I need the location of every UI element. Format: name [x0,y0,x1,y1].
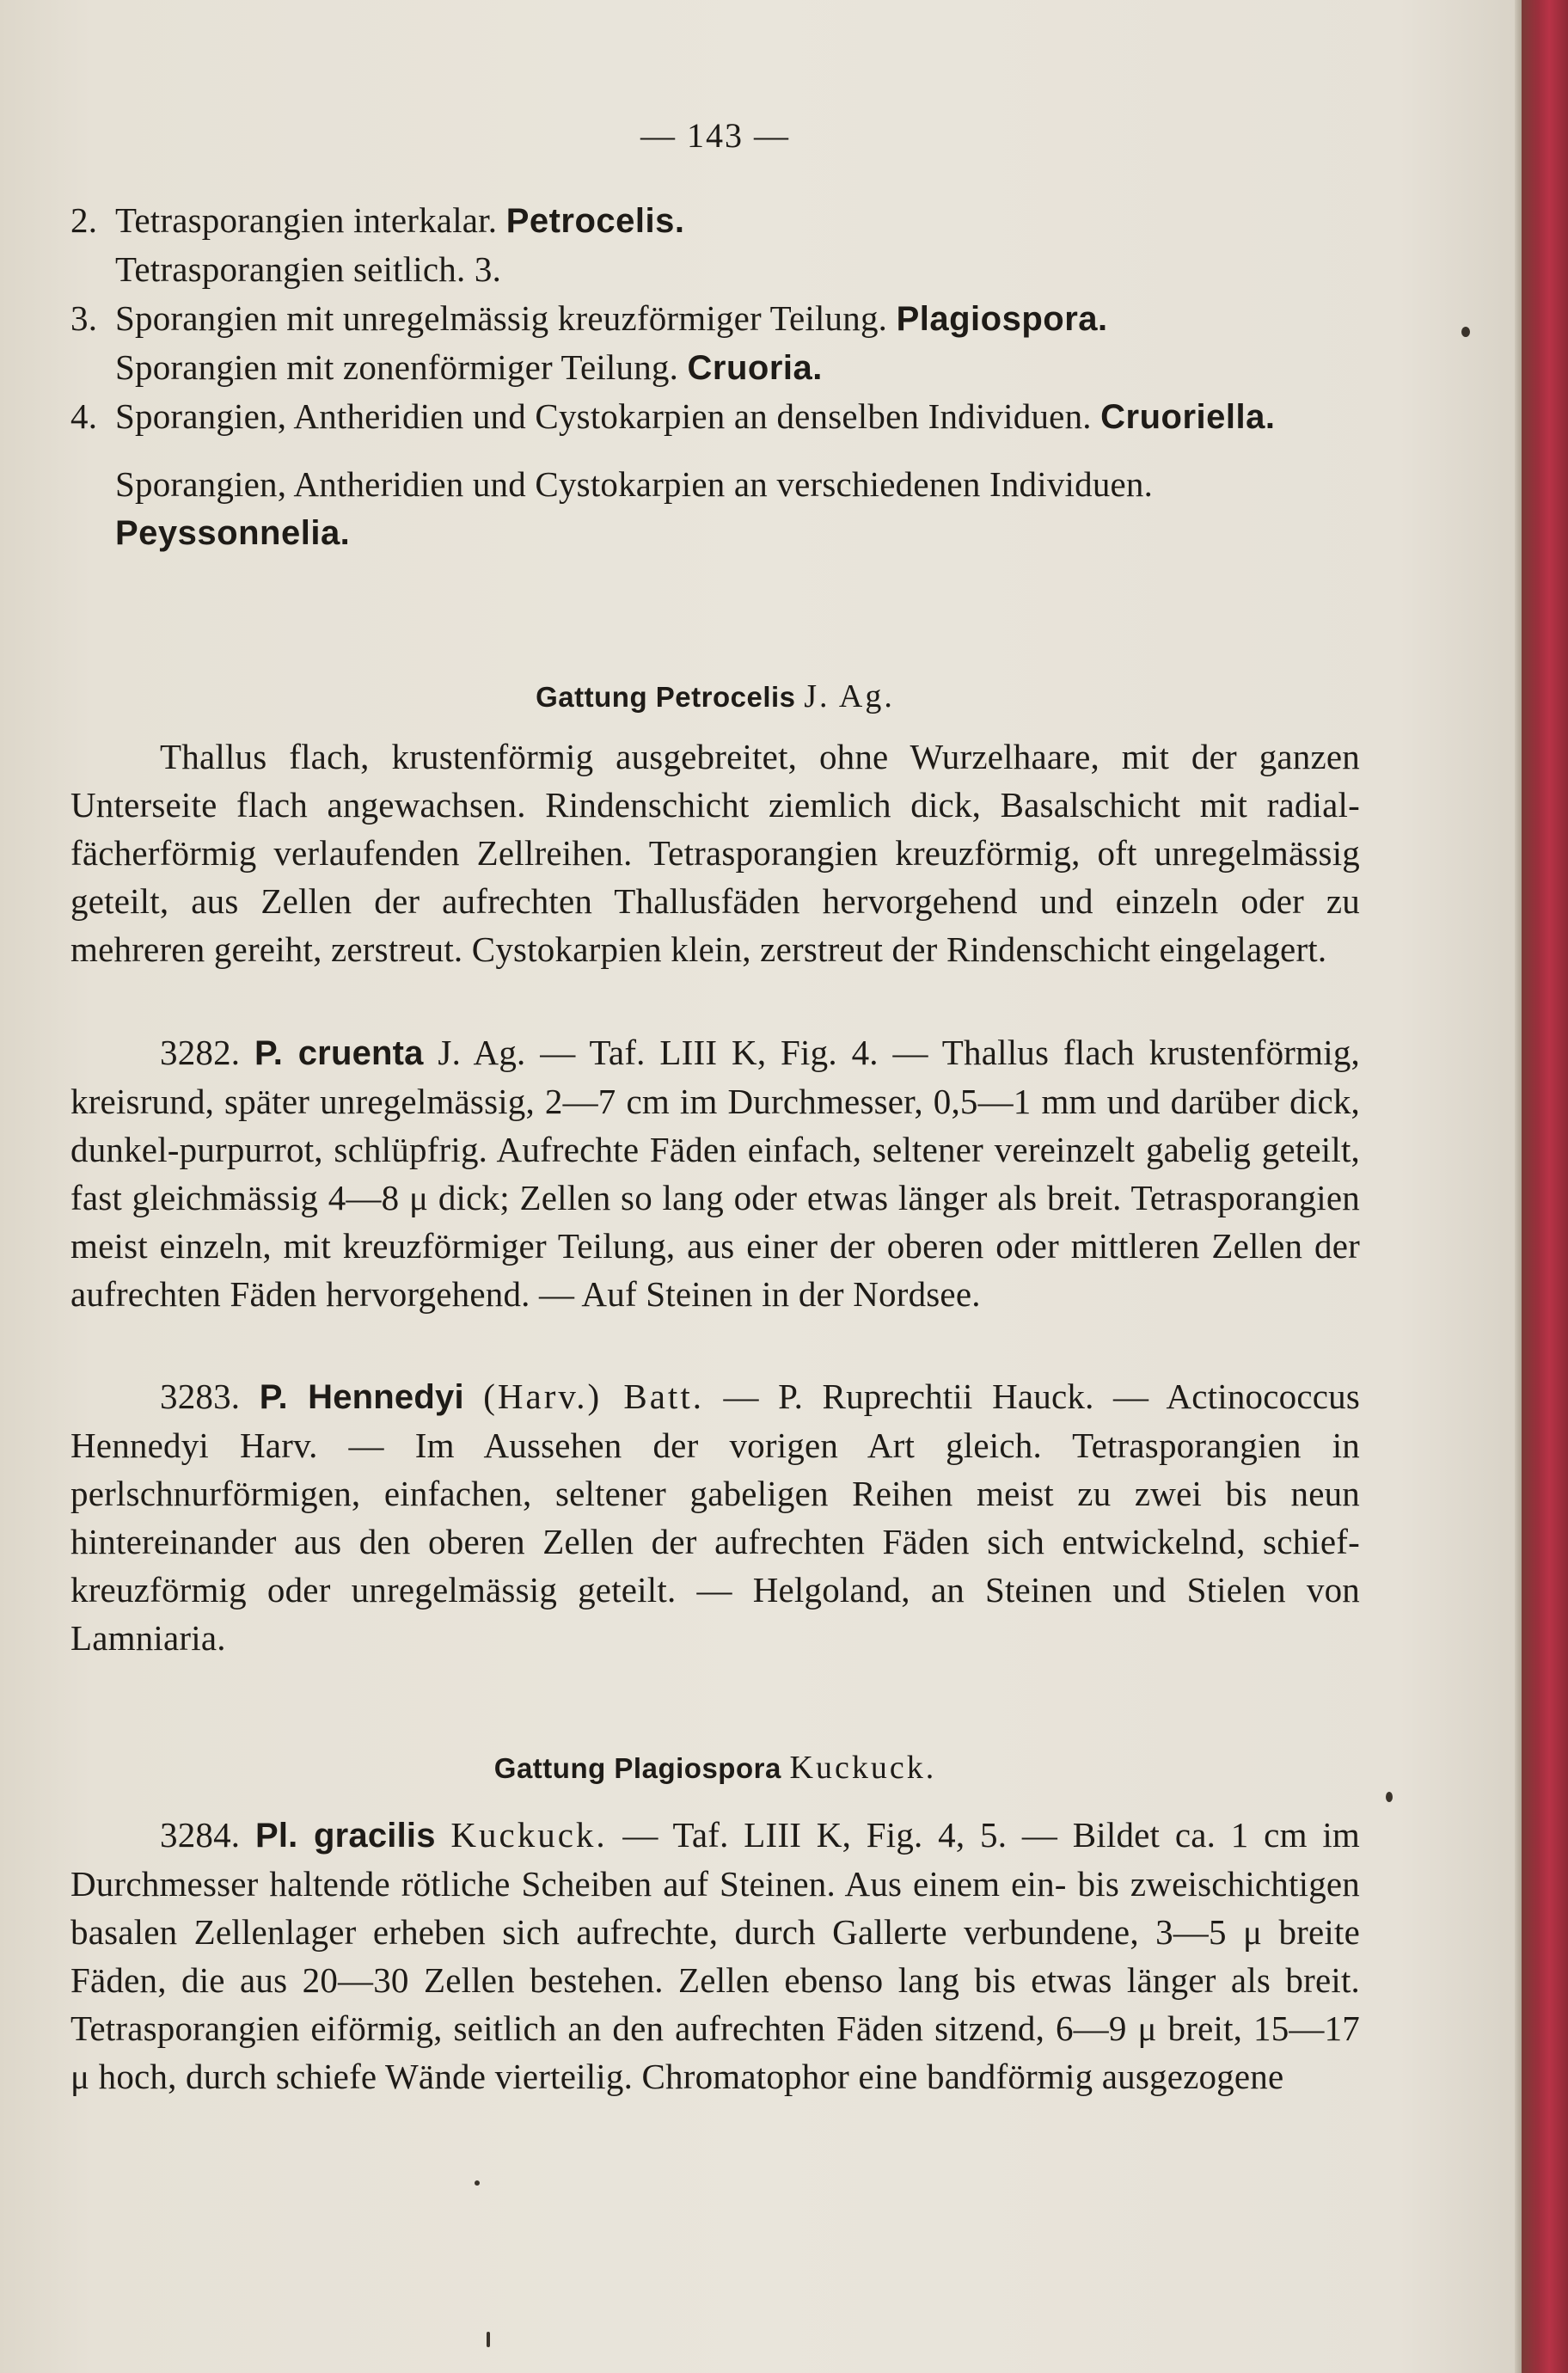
species-author: Kuckuck. [450,1815,608,1855]
key-line [70,196,1360,245]
genus-description: Thallus flach, krustenförmig ausgebreitet, ohne Wurzelhaare, mit der ganzen Unterseite flach angewachsen. Rindenschicht ziemlich dick, Basalschicht mit radial-fächerförmig verlaufenden Zellreihen. Tetrasporangien kreuzförmig, oft unregelmässig geteilt, aus Zellen der aufrechten Thallusfäden hervorgehend und einzeln oder zu mehreren gereiht, zerstreut. Cystokarpien klein, zerstreut der Rindenschicht eingelagert. [70,737,1360,969]
key-number: 2. [70,200,98,240]
genus-heading-name: Gattung Petrocelis [536,681,796,713]
key-line [70,294,1360,343]
species-entry-3284 [70,1811,1360,2100]
key-text: Sporangien, Antheridien und Cystokarpien an verschiedenen Individuen. [115,464,1154,504]
species-description: — Taf. LIII K, Fig. 4, 5. — Bildet ca. 1 cm im Durchmesser haltende rötliche Scheiben auf Steinen. Aus einem ein- bis zweischichtigen basalen Zellenlager erheben sich aufrechte, durch Gallerte verbundene, 3—5 μ breite Fäden, die aus 20—30 Zellen bestehen. Zellen ebenso lang bis etwas länger als breit. Tetrasporangien eiförmig, seitlich an den aufrechten Fäden sitzend, 6—9 μ breit, 15—17 μ hoch, durch schiefe Wände vierteilig. Chromatophor eine bandförmig ausgezogene [70,1815,1361,2096]
species-number: 3282. [160,1033,241,1072]
key-text: Tetrasporangien interkalar. [115,200,506,240]
species-number: 3283. [160,1377,241,1416]
ink-speck [1461,327,1470,337]
genus-heading-name: Gattung Plagiospora [493,1752,781,1784]
key-line [70,245,1360,294]
species-name: Pl. gracilis [254,1817,436,1855]
key-text: Tetrasporangien seitlich. 3. [115,249,502,289]
key-number: 4. [70,396,98,436]
key-number: 3. [70,298,98,338]
key-genus: Plagiospora. [896,300,1108,338]
species-name: P. cruenta [254,1034,424,1072]
species-description: — Taf. LIII K, Fig. 4. — Thallus flach krustenförmig, kreisrund, später unregelmässig, 2—7 cm im Durchmesser, 0,5—1 mm und darüber dick, dunkel-purpurrot, schlüpfrig. Aufrechte Fäden einfach, seltener vereinzelt gabelig geteilt, fast gleichmässig 4—8 μ dick; Zellen so lang oder etwas länger als breit. Tetrasporangien meist einzeln, mit kreuzförmiger Teilung, aus einer der oberen oder mittleren Zellen der aufrechten Fäden hervorgehend. — Auf Steinen in der Nordsee. [70,1033,1360,1314]
key-entry-3 [70,294,1360,392]
book-spine [1522,0,1568,2373]
key-genus: Cruoriella. [1100,398,1276,436]
key-genus: Peyssonnelia. [115,514,351,552]
key-line [70,460,1317,557]
key-line [70,392,1317,441]
species-description: — P. Ruprechtii Hauck. — Actinococcus Hennedyi Harv. — Im Aussehen der vorigen Art gleich. Tetrasporangien in perlschnurförmigen, einfachen, seltener gabeligen Reihen meist zu zwei bis neun hintereinander aus den oberen Zellen der aufrechten Fäden sich entwickelnd, schief-kreuzförmig oder unregelmässig geteilt. — Helgoland, an Steinen und Stielen von Lamniaria. [70,1377,1360,1658]
species-entry-3283 [70,1372,1360,1662]
ink-speck [1386,1792,1393,1802]
ink-speck [487,2332,490,2347]
key-line [70,343,1360,392]
key-text: Sporangien, Antheridien und Cystokarpien an denselben Individuen. [115,396,1101,436]
genus-heading-author: Kuckuck. [789,1750,937,1786]
key-entry-2 [70,196,1360,294]
key-genus: Petrocelis. [505,202,685,240]
species-number: 3284. [160,1815,241,1855]
species-name: P. Hennedyi [259,1378,464,1416]
species-entry-3282 [70,1028,1360,1318]
genus-heading-author: J. Ag. [804,678,895,714]
key-entry-4 [70,392,1317,557]
key-text: Sporangien mit zonenförmiger Teilung. [115,347,688,387]
species-author: J. Ag. [438,1033,526,1072]
ink-speck [475,2180,480,2186]
genus-heading-plagiospora [70,1744,1360,1793]
key-genus: Cruoria. [687,349,823,387]
key-text: Sporangien mit unregelmässig kreuzförmiger Teilung. [115,298,897,338]
page-number: — 143 — [640,116,790,155]
species-author: (Harv.) Batt. [483,1377,704,1416]
genus-heading-petrocelis [70,672,1360,721]
